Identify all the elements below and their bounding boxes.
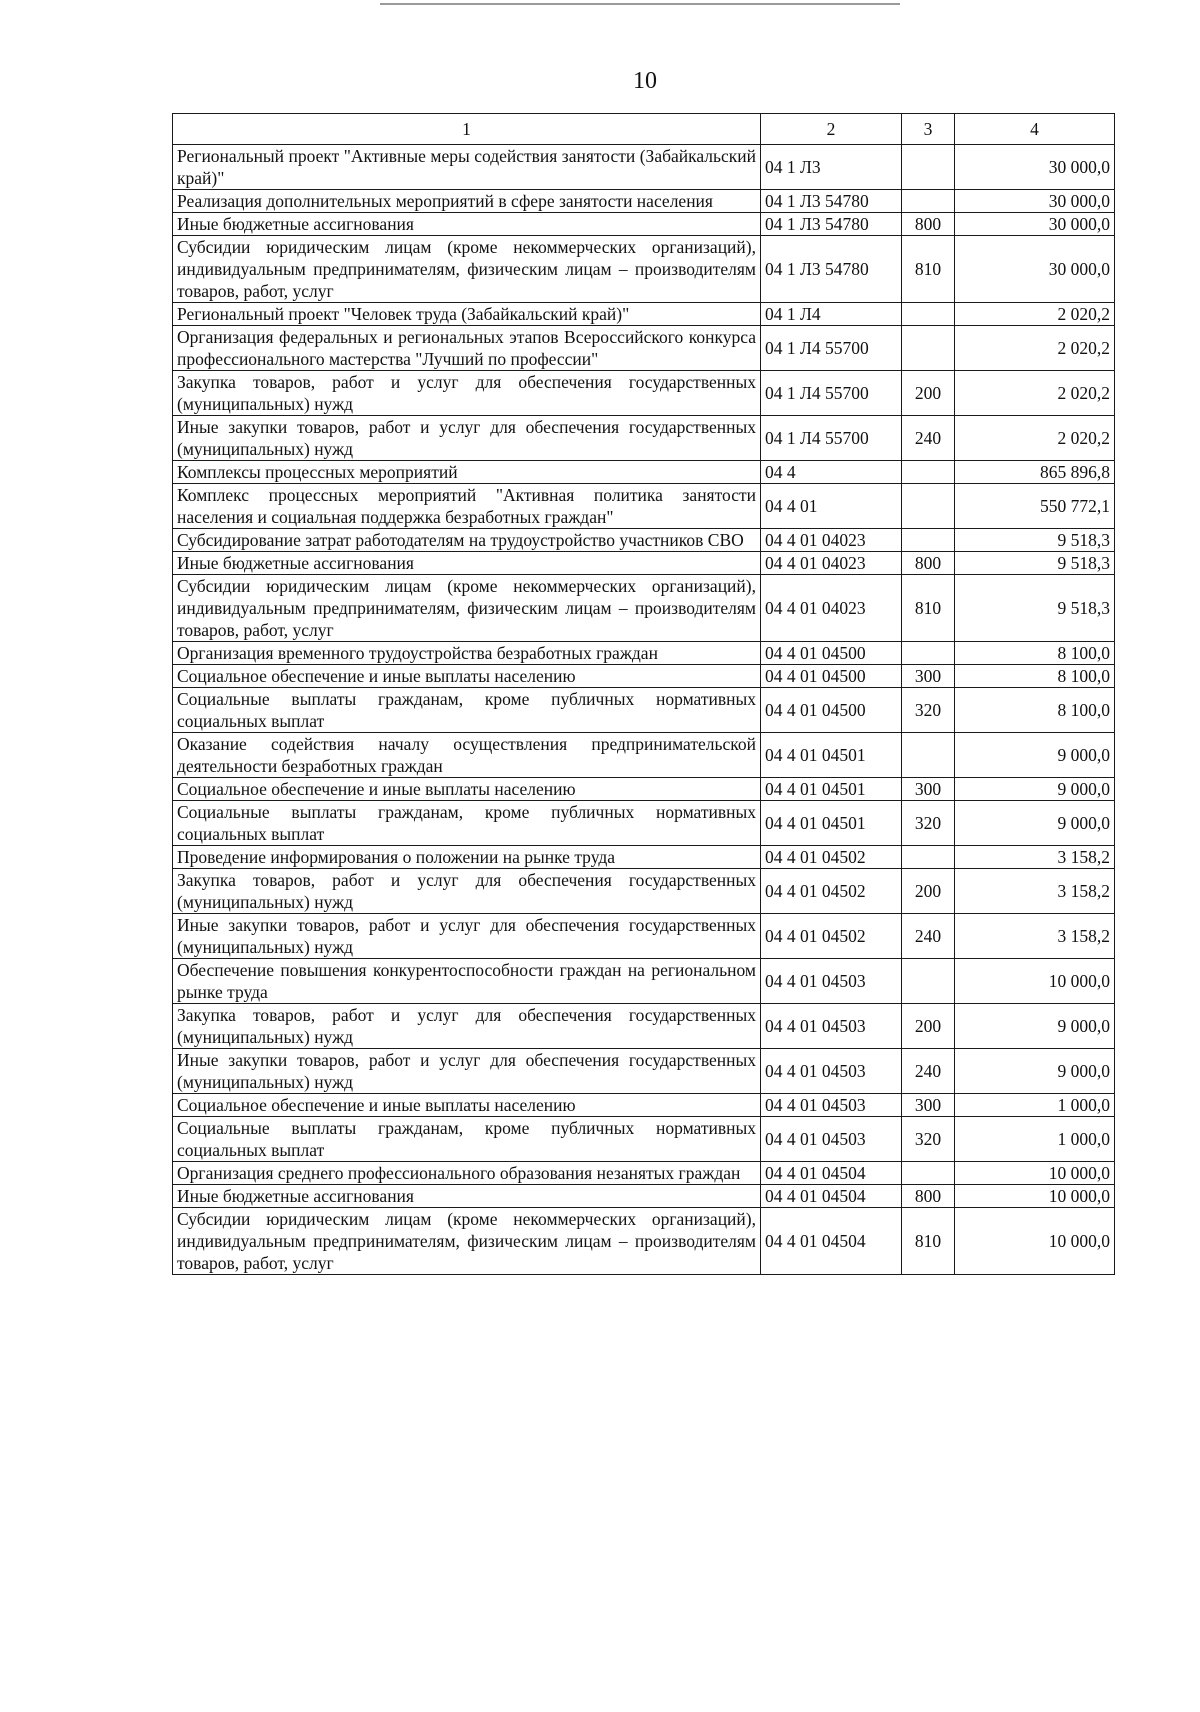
row-type-cell: 800 (902, 552, 955, 575)
row-type-cell: 240 (902, 1049, 955, 1094)
table-row (173, 303, 1115, 326)
row-amount-cell: 8 100,0 (955, 688, 1115, 733)
row-code-cell: 04 4 01 04500 (761, 688, 902, 733)
row-type-cell (902, 1162, 955, 1185)
row-code-cell: 04 4 01 04503 (761, 1004, 902, 1049)
row-amount-cell: 9 000,0 (955, 1004, 1115, 1049)
row-code-cell: 04 4 01 04023 (761, 552, 902, 575)
row-name-cell: Социальное обеспечение и иные выплаты населению (173, 1094, 761, 1117)
row-amount-cell: 1 000,0 (955, 1094, 1115, 1117)
row-amount-cell: 2 020,2 (955, 326, 1115, 371)
row-name-cell: Иные бюджетные ассигнования (173, 213, 761, 236)
row-name-cell: Оказание содействия началу осуществления предпринимательской деятельности безработных граждан (173, 733, 761, 778)
row-code-cell: 04 1 Л4 55700 (761, 416, 902, 461)
row-amount-cell: 30 000,0 (955, 190, 1115, 213)
table-row (173, 461, 1115, 484)
table-row (173, 642, 1115, 665)
row-name-cell: Субсидии юридическим лицам (кроме некоммерческих организаций), индивидуальным предпринимателям, физическим лицам – производителям товаров, работ, услуг (173, 575, 761, 642)
row-code-cell: 04 4 01 04023 (761, 575, 902, 642)
row-type-cell (902, 326, 955, 371)
table-row (173, 1185, 1115, 1208)
table-row (173, 529, 1115, 552)
row-name-cell: Субсидии юридическим лицам (кроме некоммерческих организаций), индивидуальным предпринимателям, физическим лицам – производителям товаров, работ, услуг (173, 1208, 761, 1275)
table-body (173, 145, 1115, 1275)
row-amount-cell: 550 772,1 (955, 484, 1115, 529)
row-amount-cell: 9 000,0 (955, 733, 1115, 778)
row-name-cell: Социальные выплаты гражданам, кроме публичных нормативных социальных выплат (173, 1117, 761, 1162)
row-amount-cell: 3 158,2 (955, 869, 1115, 914)
row-amount-cell: 30 000,0 (955, 236, 1115, 303)
row-type-cell: 240 (902, 914, 955, 959)
table-row (173, 959, 1115, 1004)
table-row (173, 1208, 1115, 1275)
table-row (173, 1162, 1115, 1185)
row-code-cell: 04 1 Л3 (761, 145, 902, 190)
row-amount-cell: 3 158,2 (955, 846, 1115, 869)
row-name-cell: Социальные выплаты гражданам, кроме публичных нормативных социальных выплат (173, 688, 761, 733)
table-row (173, 1094, 1115, 1117)
table-row (173, 688, 1115, 733)
row-code-cell: 04 1 Л3 54780 (761, 236, 902, 303)
row-amount-cell: 9 518,3 (955, 552, 1115, 575)
table-row (173, 801, 1115, 846)
row-name-cell: Обеспечение повышения конкурентоспособности граждан на региональном рынке труда (173, 959, 761, 1004)
table-row (173, 145, 1115, 190)
row-type-cell: 300 (902, 778, 955, 801)
row-code-cell: 04 4 01 04501 (761, 778, 902, 801)
row-type-cell (902, 145, 955, 190)
row-code-cell: 04 4 01 04502 (761, 914, 902, 959)
column-header-name: 1 (173, 114, 761, 145)
row-amount-cell: 8 100,0 (955, 642, 1115, 665)
row-type-cell: 200 (902, 1004, 955, 1049)
row-name-cell: Закупка товаров, работ и услуг для обеспечения государственных (муниципальных) нужд (173, 869, 761, 914)
table-row (173, 236, 1115, 303)
column-header-type: 3 (902, 114, 955, 145)
row-name-cell: Организация федеральных и региональных этапов Всероссийского конкурса профессионального мастерства "Лучший по профессии" (173, 326, 761, 371)
row-name-cell: Организация среднего профессионального образования незанятых граждан (173, 1162, 761, 1185)
scan-edge-line (380, 3, 900, 5)
row-amount-cell: 2 020,2 (955, 303, 1115, 326)
table-row (173, 416, 1115, 461)
row-type-cell: 810 (902, 575, 955, 642)
page-number: 10 (633, 68, 657, 94)
row-type-cell: 240 (902, 416, 955, 461)
row-type-cell: 800 (902, 213, 955, 236)
row-code-cell: 04 4 01 04500 (761, 642, 902, 665)
table-row (173, 733, 1115, 778)
row-code-cell: 04 4 01 04504 (761, 1185, 902, 1208)
row-type-cell: 320 (902, 1117, 955, 1162)
row-name-cell: Иные бюджетные ассигнования (173, 1185, 761, 1208)
budget-table (172, 113, 1115, 1275)
row-amount-cell: 9 000,0 (955, 801, 1115, 846)
row-type-cell (902, 190, 955, 213)
row-code-cell: 04 4 01 04503 (761, 1049, 902, 1094)
row-type-cell: 810 (902, 1208, 955, 1275)
row-name-cell: Социальное обеспечение и иные выплаты населению (173, 778, 761, 801)
row-amount-cell: 30 000,0 (955, 145, 1115, 190)
row-code-cell: 04 1 Л4 55700 (761, 326, 902, 371)
table-header-row (173, 114, 1115, 145)
row-name-cell: Комплексы процессных мероприятий (173, 461, 761, 484)
row-code-cell: 04 4 01 04504 (761, 1162, 902, 1185)
row-code-cell: 04 1 Л4 (761, 303, 902, 326)
row-name-cell: Комплекс процессных мероприятий "Активная политика занятости населения и социальная поддержка безработных граждан" (173, 484, 761, 529)
row-amount-cell: 9 000,0 (955, 1049, 1115, 1094)
row-type-cell (902, 642, 955, 665)
table-row (173, 213, 1115, 236)
column-header-amount: 4 (955, 114, 1115, 145)
row-code-cell: 04 4 (761, 461, 902, 484)
row-amount-cell: 8 100,0 (955, 665, 1115, 688)
row-type-cell: 320 (902, 688, 955, 733)
row-type-cell: 200 (902, 371, 955, 416)
row-amount-cell: 30 000,0 (955, 213, 1115, 236)
row-name-cell: Иные закупки товаров, работ и услуг для обеспечения государственных (муниципальных) нужд (173, 1049, 761, 1094)
row-type-cell (902, 484, 955, 529)
row-name-cell: Региональный проект "Человек труда (Забайкальский край)" (173, 303, 761, 326)
row-amount-cell: 3 158,2 (955, 914, 1115, 959)
row-code-cell: 04 4 01 04501 (761, 801, 902, 846)
row-name-cell: Реализация дополнительных мероприятий в сфере занятости населения (173, 190, 761, 213)
table-row (173, 778, 1115, 801)
row-code-cell: 04 4 01 04500 (761, 665, 902, 688)
row-name-cell: Социальное обеспечение и иные выплаты населению (173, 665, 761, 688)
table-row (173, 552, 1115, 575)
row-name-cell: Иные закупки товаров, работ и услуг для обеспечения государственных (муниципальных) нужд (173, 914, 761, 959)
row-amount-cell: 865 896,8 (955, 461, 1115, 484)
row-amount-cell: 9 000,0 (955, 778, 1115, 801)
row-type-cell (902, 529, 955, 552)
table-row (173, 575, 1115, 642)
row-code-cell: 04 4 01 (761, 484, 902, 529)
table-row (173, 484, 1115, 529)
table-row (173, 326, 1115, 371)
row-name-cell: Иные бюджетные ассигнования (173, 552, 761, 575)
row-name-cell: Региональный проект "Активные меры содействия занятости (Забайкальский край)" (173, 145, 761, 190)
row-amount-cell: 10 000,0 (955, 1208, 1115, 1275)
table-row (173, 371, 1115, 416)
table-row (173, 846, 1115, 869)
row-code-cell: 04 1 Л3 54780 (761, 213, 902, 236)
row-code-cell: 04 1 Л4 55700 (761, 371, 902, 416)
table-row (173, 1004, 1115, 1049)
row-type-cell: 810 (902, 236, 955, 303)
row-name-cell: Закупка товаров, работ и услуг для обеспечения государственных (муниципальных) нужд (173, 371, 761, 416)
row-amount-cell: 10 000,0 (955, 1185, 1115, 1208)
row-name-cell: Социальные выплаты гражданам, кроме публичных нормативных социальных выплат (173, 801, 761, 846)
row-name-cell: Закупка товаров, работ и услуг для обеспечения государственных (муниципальных) нужд (173, 1004, 761, 1049)
row-type-cell (902, 303, 955, 326)
row-amount-cell: 10 000,0 (955, 1162, 1115, 1185)
row-code-cell: 04 1 Л3 54780 (761, 190, 902, 213)
table-row (173, 1117, 1115, 1162)
row-name-cell: Организация временного трудоустройства безработных граждан (173, 642, 761, 665)
row-code-cell: 04 4 01 04501 (761, 733, 902, 778)
table-row (173, 665, 1115, 688)
row-type-cell (902, 461, 955, 484)
row-type-cell: 320 (902, 801, 955, 846)
row-name-cell: Субсидии юридическим лицам (кроме некоммерческих организаций), индивидуальным предпринимателям, физическим лицам – производителям товаров, работ, услуг (173, 236, 761, 303)
row-code-cell: 04 4 01 04502 (761, 846, 902, 869)
row-name-cell: Иные закупки товаров, работ и услуг для обеспечения государственных (муниципальных) нужд (173, 416, 761, 461)
row-amount-cell: 2 020,2 (955, 416, 1115, 461)
row-amount-cell: 9 518,3 (955, 529, 1115, 552)
row-type-cell: 300 (902, 1094, 955, 1117)
table-row (173, 869, 1115, 914)
row-amount-cell: 10 000,0 (955, 959, 1115, 1004)
row-code-cell: 04 4 01 04023 (761, 529, 902, 552)
row-type-cell (902, 959, 955, 1004)
row-type-cell (902, 846, 955, 869)
table-row (173, 190, 1115, 213)
row-name-cell: Проведение информирования о положении на рынке труда (173, 846, 761, 869)
table-row (173, 1049, 1115, 1094)
row-type-cell: 800 (902, 1185, 955, 1208)
row-code-cell: 04 4 01 04502 (761, 869, 902, 914)
table-row (173, 914, 1115, 959)
row-code-cell: 04 4 01 04503 (761, 1117, 902, 1162)
row-code-cell: 04 4 01 04503 (761, 1094, 902, 1117)
row-name-cell: Субсидирование затрат работодателям на трудоустройство участников СВО (173, 529, 761, 552)
row-code-cell: 04 4 01 04504 (761, 1208, 902, 1275)
column-header-code: 2 (761, 114, 902, 145)
row-code-cell: 04 4 01 04503 (761, 959, 902, 1004)
row-amount-cell: 1 000,0 (955, 1117, 1115, 1162)
row-amount-cell: 9 518,3 (955, 575, 1115, 642)
row-type-cell: 200 (902, 869, 955, 914)
row-type-cell (902, 733, 955, 778)
row-type-cell: 300 (902, 665, 955, 688)
row-amount-cell: 2 020,2 (955, 371, 1115, 416)
